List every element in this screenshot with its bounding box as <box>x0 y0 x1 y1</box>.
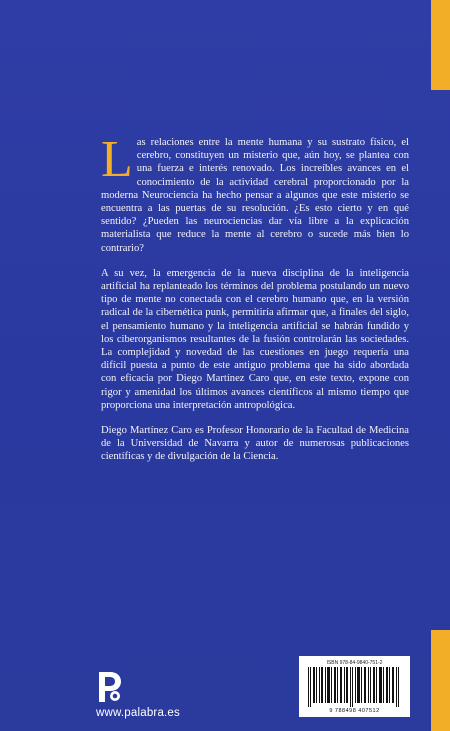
blurb-paragraph-1-text: as relaciones entre la mente humana y su sustrato físico, el cerebro, constituyen un misterio que, aún hoy, se plantea con una fuerza e interés renovado. Los increíbles avances en el conocimiento de la actividad cerebral proporcionado por la moderna Neurociencia ha hecho pensar a algunos que este misterio se encuentra a las puertas de su resolución. ¿Es esto cierto y en qué sentido? ¿Pueden las neurociencias dar vía libre a la explicación materialista que reduce la mente al cerebro o sucede más bien lo contrario? <box>101 137 409 254</box>
blurb-paragraph-2: A su vez, la emergencia de la nueva disciplina de la inteligencia artificial ha replanteado los términos del problema postulando un nuevo tipo de mente no conectada con el cerebro humano que, en la versión radical de la cibernética punk, permitiría afirmar que, a finales del siglo, el pensamiento humano y la inteligencia artificial se habrán fundido y los ciberorganismos resultantes de la fusión controlarán las sociedades. La complejidad y novedad de las cuestiones en juego requería una difícil puesta a punto de este antiguo problema que ha sido abordada con eficacia por Diego Martínez Caro que, en este texto, expone con rigor y amenidad los últimos avances científicos al mismo tiempo que proporciona una interpretación antropológica. <box>101 267 409 411</box>
accent-stripe-bottom <box>431 630 450 731</box>
barcode-label <box>299 656 410 717</box>
publisher-url: www.palabra.es <box>96 707 180 719</box>
accent-stripe-top <box>431 0 450 90</box>
barcode-digits: 9 788498 407512 <box>329 708 380 714</box>
blurb-paragraph-1 <box>101 131 409 255</box>
blurb-text <box>101 131 409 476</box>
barcode-icon <box>306 667 403 707</box>
dropcap: L <box>101 131 133 188</box>
author-bio: Diego Martínez Caro es Profesor Honorario de la Facultad de Medicina de la Universidad de Navarra y autor de numerosas publicaciones científicas y de divulgación de la Ciencia. <box>101 425 409 463</box>
isbn-text: ISBN 978-84-9840-751-2 <box>326 660 383 666</box>
publisher-logo <box>96 670 226 720</box>
palabra-logo-icon <box>96 670 124 704</box>
